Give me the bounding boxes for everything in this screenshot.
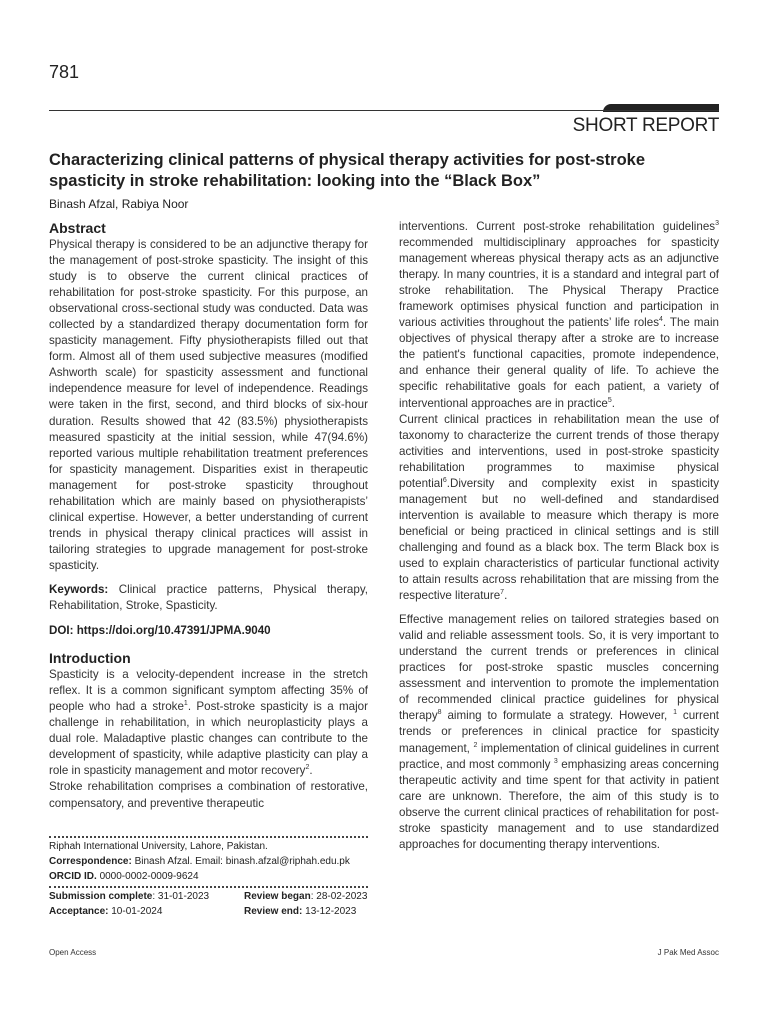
ref-8: 8 <box>437 709 442 717</box>
footer-journal-name: J Pak Med Assoc <box>657 948 719 957</box>
authors: Binash Afzal, Rabiya Noor <box>49 197 189 211</box>
orcid-label: ORCID ID. <box>49 871 97 882</box>
review-began-label: Review began <box>244 891 311 902</box>
acceptance-label: Acceptance: <box>49 906 109 917</box>
correspondence-label: Correspondence: <box>49 856 132 867</box>
ref-7: 7 <box>500 589 505 597</box>
keywords-label: Keywords: <box>49 582 109 596</box>
keywords-text: Clinical practice patterns, Physical therapy, Rehabilitation, Stroke, Spasticity. <box>49 582 368 613</box>
doi-link[interactable]: DOI: https://doi.org/10.47391/JPMA.9040 <box>49 624 271 638</box>
body-paragraph-2: Current clinical practices in rehabilitation mean the use of taxonomy to characterize the current trends of those therapy activities and interventions, used in post-stroke spasticity rehabilitation programmes to maximise physical potential$^6$.Diversity and complexity exist in spasticity management but no well-defined and standardised intervention is available to measure which therapy is more beneficial or being practiced in clinical settings and is still challenging and found as a black box. The term Black box is used to explain characteristics of particular functional activity to attain results across rehabilitation that are missing from the respective literature$^7$. <box>399 412 719 603</box>
ref-5: 5 <box>607 396 612 404</box>
abstract-text: Physical therapy is considered to be an adjunctive therapy for the management of post-stroke spasticity. The insight of this study is to observe the current clinical practices of rehabilitation for post-stroke spasticity. For this purpose, an observational cross-sectional study was conducted. Data was collected by a standardized therapy documentation form for spasticity management. Fifty physiotherapists filled out that form. Almost all of them used subjective measures (modified Ashworth scale) for spasticity assessment and functional independence measure for level of independence. Readings were taken in the first, second, and third blocks of six-hour duration. Results showed that 42 (83.5%) physiotherapists measured spasticity at the initial session, while 47(94.6%) reported various multiple rehabilitation treatment preferences for spasticity management. Disparities exist in therapeutic management for post-stroke spasticity throughout rehabilitation which are mainly based on physiotherapists’ clinical expertise. However, a better understanding of current trends in physical therapy clinical practices will assist in tailoring strategies to upgrade management for post-stroke spasticity. <box>49 238 368 572</box>
body-paragraph-3: Effective management relies on tailored strategies based on valid and reliable assessment tools. So, it is very important to understand the current trends or preferences in clinical practices for post-stroke spastic muscles concerning assessment and intervention to promote the implementation of recommended clinical practice guidelines for physical therapy$^8$ aiming to formulate a strategy. However, $^1$ current trends or preferences in clinical practice for spasticity management, $^2$ implementation of clinical guidelines in current practice, and most commonly $^3$ emphasizing areas concerning therapeutic activity and time spent for that activity in patient care are unknown. Therefore, the aim of this study is to observe the current clinical practices of rehabilitation for post-stroke spasticity management and to use standardized approaches for documenting therapy interventions. <box>399 613 719 851</box>
keywords <box>49 582 368 614</box>
list-marker-2: 2 <box>473 741 478 749</box>
submission-value: : 31-01-2023 <box>152 891 210 902</box>
list-marker-3: 3 <box>553 757 558 765</box>
correspondence <box>49 855 350 869</box>
review-end-label: Review end: <box>244 906 303 917</box>
list-marker-1: 1 <box>673 709 678 717</box>
dates-grid <box>49 889 368 921</box>
footer-open-access: Open Access <box>49 948 97 957</box>
right-column <box>399 219 719 853</box>
orcid-value: 0000-0002-0009-9624 <box>99 871 199 882</box>
ref-4: 4 <box>659 316 663 324</box>
article-title: Characterizing clinical patterns of physical therapy activities for post-stroke spasticity in stroke rehabilitation: looking into the “Black Box” <box>49 151 646 190</box>
review-end-value: 13-12-2023 <box>305 906 357 917</box>
ref-2: 2 <box>305 764 310 772</box>
introduction-heading: Introduction <box>49 650 131 667</box>
left-column <box>49 218 368 812</box>
orcid <box>49 870 199 884</box>
body-paragraph-1: interventions. Current post-stroke rehabilitation guidelines$^3$ recommended multidisciplinary approaches for spasticity management whereas physical therapy acts as an adjunctive therapy. In many countries, it is a standard and integral part of stroke rehabilitation. The Physical Therapy Practice framework optimises physical function and participation in various activities throughout the patients’ life roles$^4$. The main objectives of physical therapy after a stroke are to increase the patient's functional capacities, promote independence, and enhance their general quality of life. To achieve the specific rehabilitative goals for each patient, a variety of interventional approaches are in practice$^5$. <box>399 220 719 410</box>
ref-1: 1 <box>183 700 188 708</box>
section-label: SHORT REPORT <box>572 115 719 136</box>
correspondence-text: Binash Afzal. Email: binash.afzal@riphah.edu.pk <box>134 856 350 867</box>
submission-label: Submission complete <box>49 891 153 902</box>
footnote-divider-1 <box>49 836 368 838</box>
intro-paragraph-2: Stroke rehabilitation comprises a combination of restorative, compensatory, and preventive therapeutic <box>49 780 368 810</box>
review-began-value: : 28-02-2023 <box>310 891 368 902</box>
page-number: 781 <box>49 62 80 82</box>
footnote-divider-2 <box>49 886 368 888</box>
abstract-heading: Abstract <box>49 220 106 236</box>
header-rule <box>49 110 719 111</box>
ref-3: 3 <box>715 220 719 228</box>
ref-6: 6 <box>442 476 447 484</box>
acceptance-value: 10-01-2024 <box>111 906 163 917</box>
intro-paragraph-1: Spasticity is a velocity-dependent increase in the stretch reflex. It is a common significant symptom affecting 35% of people who had a stroke$^1$. Post-stroke spasticity is a major challenge in rehabilitation, in which neuroplasticity plays a dual role. Maladaptive plastic changes can contribute to the development of spasticity, while adaptive plasticity can play a role in spasticity management and motor recovery$^2$. <box>49 668 368 778</box>
affiliation: Riphah International University, Lahore, Pakistan. <box>49 841 268 852</box>
